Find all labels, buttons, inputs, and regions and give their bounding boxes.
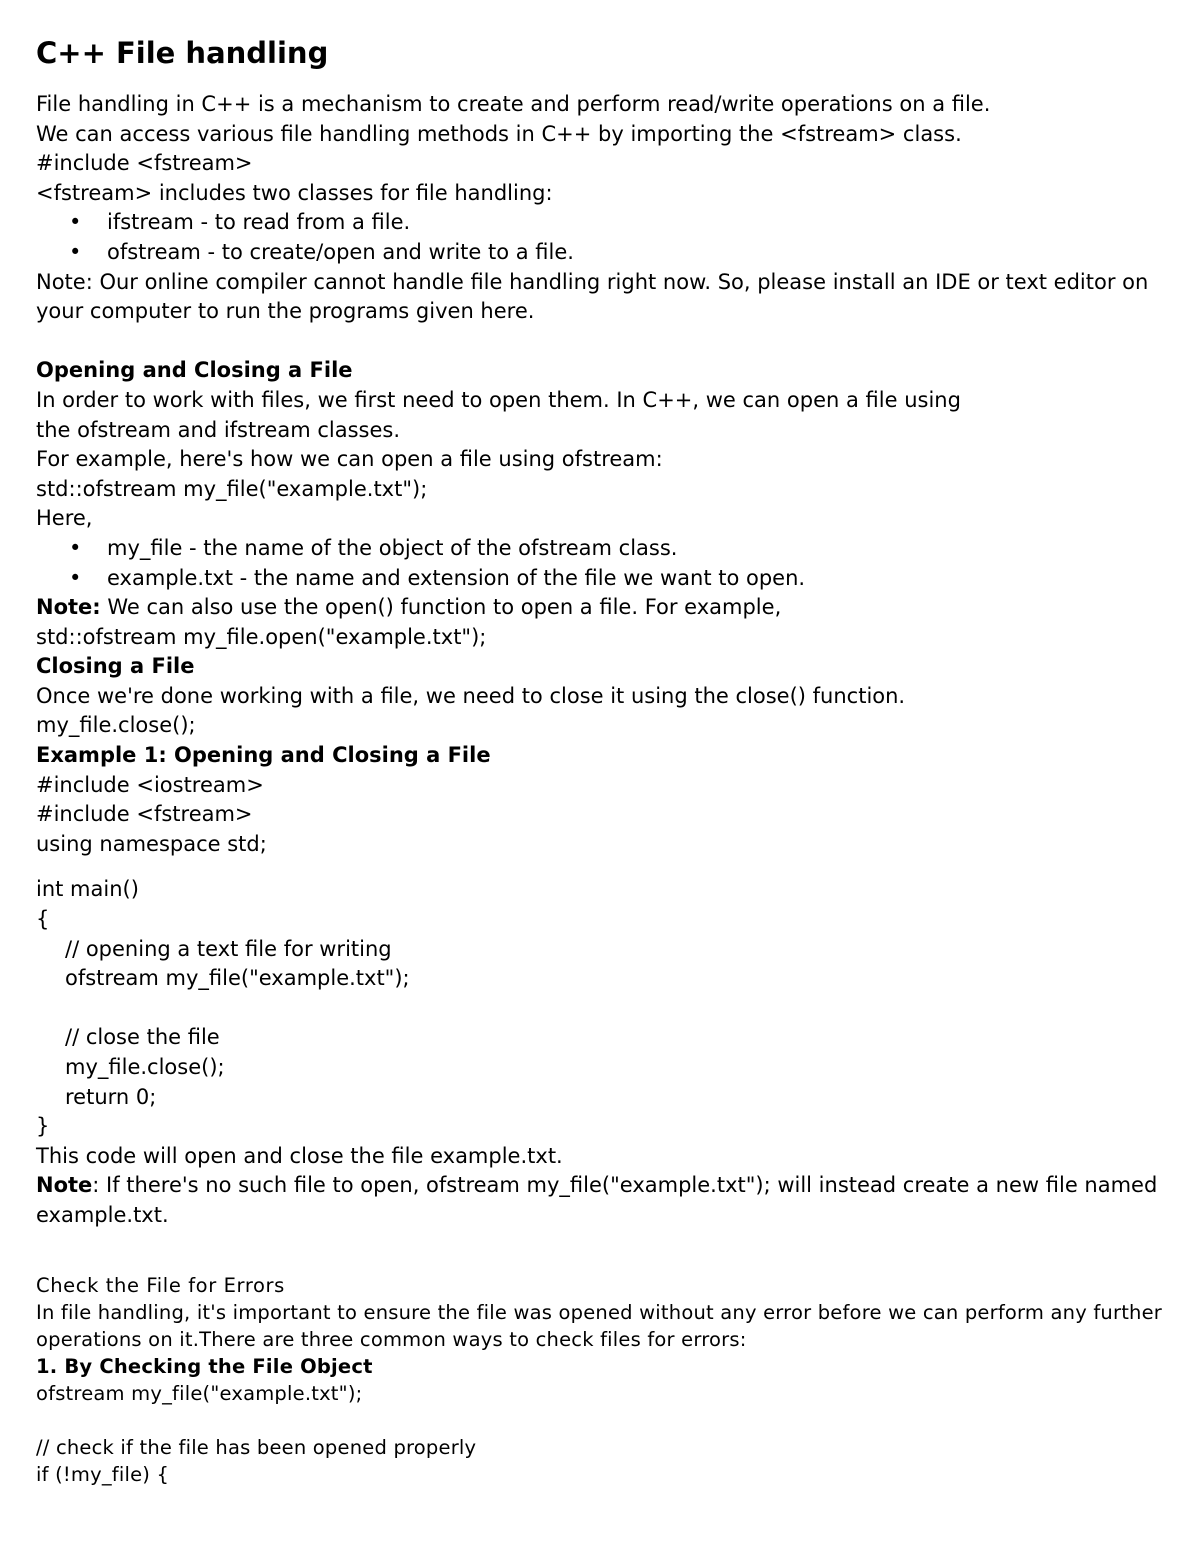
section-heading-opening: Opening and Closing a File (36, 358, 353, 383)
intro-include: #include <fstream> (36, 151, 253, 176)
list-item: • example.txt - the name and extension of the file we want to open. (36, 564, 1176, 594)
code-comment: // check if the file has been opened properly (36, 1436, 477, 1460)
code-line: std::ofstream my_file("example.txt"); (36, 476, 428, 501)
intro-line: File handling in C++ is a mechanism to create and perform read/write operations on a file. (36, 92, 991, 116)
code-line: ofstream my_file("example.txt"); (65, 966, 410, 991)
code-line: std::ofstream my_file.open("example.txt"); (36, 624, 487, 649)
example1-note: Note: If there's no such file to open, ofstream my_file("example.txt"); will instead create a new file named example.txt. (36, 1173, 1164, 1227)
paragraph-line: In order to work with files, we first need to open them. In C++, we can open a file using (36, 387, 961, 412)
intro-note: Note: Our online compiler cannot handle file handling right now. So, please install an IDE or text editor on your computer to run the programs given here. (36, 269, 1156, 324)
code-line: my_file.close(); (65, 1055, 225, 1079)
list-item: • ofstream - to create/open and write to a file. (36, 238, 1176, 268)
page-title: C++ File handling (36, 36, 329, 70)
bullet-icon: • (69, 210, 82, 235)
code-line: #include <fstream> (36, 802, 253, 827)
bullet-icon: • (69, 239, 82, 264)
code-line: return 0; (65, 1084, 157, 1109)
code-line: ofstream my_file("example.txt"); (36, 1382, 363, 1406)
paragraph-line: Once we're done working with a file, we need to close it using the close() function. (36, 683, 906, 708)
intro-line: We can access various file handling methods in C++ by importing the <fstream> class. (36, 121, 962, 146)
list-item: • my_file - the name of the object of the ofstream class. (36, 534, 1176, 564)
intro-bullet-list (36, 208, 1176, 267)
paragraph-line: For example, here's how we can open a file using ofstream: (36, 447, 663, 472)
note-label: Note (36, 1173, 93, 1198)
intro-line: <fstream> includes two classes for file handling: (36, 180, 553, 205)
paragraph-line: In file handling, it's important to ensure the file was opened without any error before we can perform any further operations on it.There are three common ways to check files for errors: (36, 1301, 1169, 1352)
code-block (36, 771, 1176, 1142)
code-line: if (!my_file) { (36, 1463, 170, 1487)
paragraph-line: the ofstream and ifstream classes. (36, 417, 400, 442)
code-line: #include <iostream> (36, 772, 264, 797)
paragraph-line: Here, (36, 506, 93, 531)
section-heading-closing: Closing a File (36, 654, 195, 679)
bullet-icon: • (69, 535, 82, 560)
code-line: // close the file (65, 1025, 220, 1050)
paragraph-line: This code will open and close the file example.txt. (36, 1143, 563, 1168)
section-heading-example1: Example 1: Opening and Closing a File (36, 743, 491, 768)
code-line: // opening a text file for writing (65, 936, 392, 961)
opening-bullet-list (36, 534, 1176, 593)
opening-note: Note: We can also use the open() function to open a file. For example, (36, 595, 782, 620)
bullet-icon: • (69, 565, 82, 590)
code-line: } (36, 1114, 50, 1139)
code-line: { (36, 907, 50, 932)
list-item: • ifstream - to read from a file. (36, 208, 1176, 238)
code-line: using namespace std; (36, 831, 267, 856)
sub-heading-file-object: 1. By Checking the File Object (36, 1355, 373, 1379)
errors-section (36, 1272, 1176, 1488)
note-label: Note: (36, 595, 101, 620)
code-line: my_file.close(); (36, 713, 196, 738)
document (36, 34, 1176, 1488)
section-heading-errors: Check the File for Errors (36, 1274, 285, 1298)
code-line: int main() (36, 877, 139, 902)
